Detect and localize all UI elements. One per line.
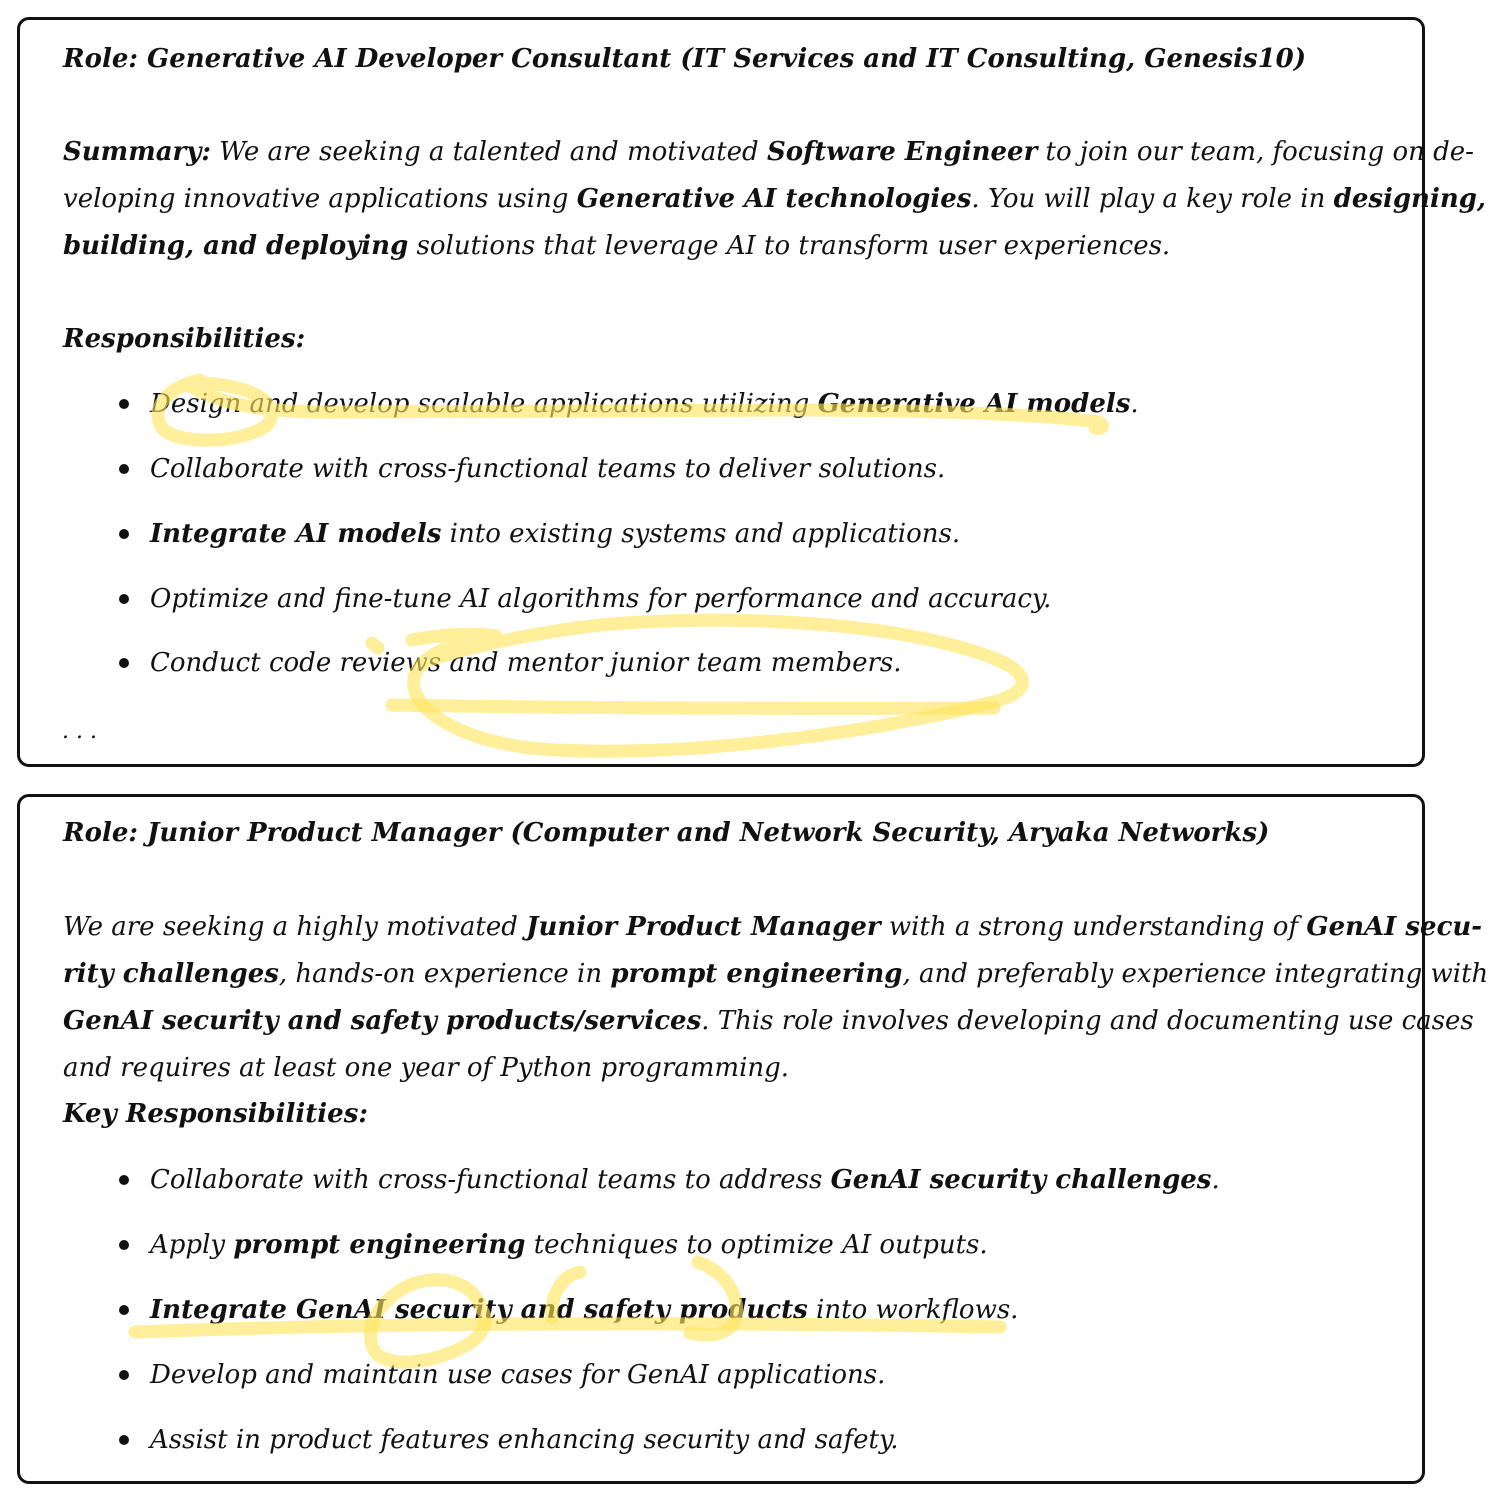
text-span: veloping innovative applications using <box>63 184 577 214</box>
bold-span: GenAI security and safety products/services <box>63 1006 702 1036</box>
bold-span: building, and deploying <box>63 231 409 261</box>
list-item <box>150 647 902 679</box>
bullet-dot <box>119 1435 129 1445</box>
bold-span: Generative AI models <box>817 389 1131 419</box>
bold-span: Junior Product Manager <box>526 912 881 942</box>
text-span: to join our team, focusing on de- <box>1037 137 1474 167</box>
responsibilities-heading: Responsibilities: <box>63 324 306 354</box>
text-span: We are seeking a talented and motivated <box>210 137 767 167</box>
ellipsis: . . . <box>62 719 97 744</box>
bold-span: Generative AI technologies <box>576 184 972 214</box>
bold-span: prompt engineering <box>233 1230 526 1260</box>
text-span: Assist in product features enhancing security and safety. <box>150 1425 899 1455</box>
summary-line <box>63 136 1474 168</box>
list-item <box>150 1359 885 1391</box>
text-span: . <box>1130 389 1139 419</box>
key-responsibilities-heading: Key Responsibilities: <box>63 1099 368 1129</box>
bullet-dot <box>119 658 129 668</box>
bold-span: Integrate GenAI security and safety products <box>150 1295 808 1325</box>
list-item <box>150 583 1051 615</box>
text-span: Optimize and fine-tune AI algorithms for performance and accuracy. <box>150 584 1052 614</box>
text-span: . <box>1211 1165 1220 1195</box>
text-span: with a strong understanding of <box>880 912 1307 942</box>
text-span: , hands-on experience in <box>278 959 611 989</box>
summary-label: Summary: <box>63 137 211 167</box>
bullet-dot <box>119 399 129 409</box>
text-span: Apply <box>150 1230 234 1260</box>
text-span: Develop and maintain use cases for GenAI applications. <box>150 1360 886 1390</box>
text-span: Design and develop scalable applications utilizing <box>150 389 818 419</box>
text-span: We are seeking a highly motivated <box>63 912 527 942</box>
bullet-dot <box>119 529 129 539</box>
summary-line <box>63 183 1486 215</box>
list-item <box>150 1294 1018 1326</box>
bold-span: GenAI secu- <box>1306 912 1483 942</box>
bold-span: prompt engineering <box>610 959 903 989</box>
list-item <box>150 388 1139 420</box>
bold-span: Software Engineer <box>766 137 1038 167</box>
bullet-dot <box>119 594 129 604</box>
text-span: Collaborate with cross-functional teams to address <box>150 1165 831 1195</box>
list-item <box>150 1229 988 1261</box>
list-item <box>150 1164 1220 1196</box>
intro-line <box>63 1005 1474 1037</box>
bold-span: rity challenges <box>63 959 279 989</box>
bold-span: GenAI security challenges <box>830 1165 1212 1195</box>
summary-line <box>63 230 1170 262</box>
text-span: , and preferably experience integrating with <box>902 959 1488 989</box>
text-span: Collaborate with cross-functional teams to deliver solutions. <box>150 454 946 484</box>
intro-line <box>63 958 1488 990</box>
role-title: Role: Generative AI Developer Consultant (IT Services and IT Consulting, Genesis10) <box>63 44 1307 74</box>
role-title: Role: Junior Product Manager (Computer and Network Security, Aryaka Networks) <box>63 818 1270 848</box>
bold-span: Integrate AI models <box>150 519 442 549</box>
bullet-dot <box>119 1240 129 1250</box>
bullet-dot <box>119 1370 129 1380</box>
bullet-dot <box>119 1305 129 1315</box>
bullet-dot <box>119 464 129 474</box>
list-item <box>150 1424 898 1456</box>
bold-span: designing, <box>1333 184 1486 214</box>
text-span: Conduct code reviews and mentor junior team members. <box>150 648 902 678</box>
list-item <box>150 453 945 485</box>
text-span: solutions that leverage AI to transform user experiences. <box>408 231 1171 261</box>
bullet-dot <box>119 1175 129 1185</box>
intro-line <box>63 911 1482 943</box>
text-span: into workflows. <box>807 1295 1019 1325</box>
text-span: techniques to optimize AI outputs. <box>525 1230 988 1260</box>
text-span: . You will play a key role in <box>971 184 1334 214</box>
text-span: . This role involves developing and documenting use cases <box>701 1006 1474 1036</box>
text-span: into existing systems and applications. <box>441 519 961 549</box>
list-item <box>150 518 960 550</box>
intro-line: and requires at least one year of Python programming. <box>63 1053 790 1083</box>
